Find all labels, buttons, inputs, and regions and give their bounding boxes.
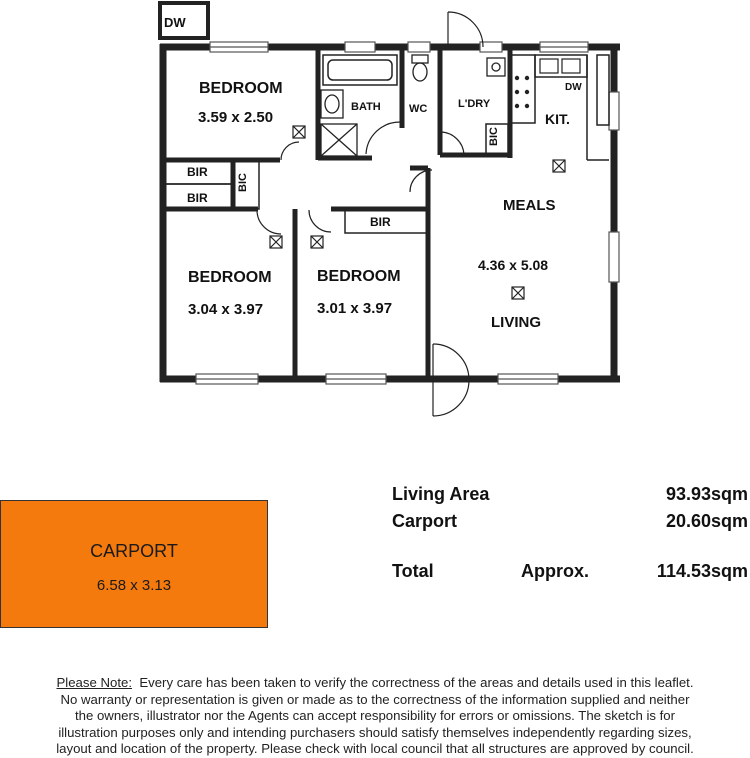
area-row-carport: [392, 511, 750, 535]
carport-label: CARPORT: [90, 541, 178, 561]
disclaimer-line: the owners, illustrator nor the Agents can accept responsibility for errors or omissions. The sketch is for: [74, 708, 676, 723]
disclaimer-note: [0, 675, 750, 758]
bedroom2-dims: 3.04 x 3.97: [188, 301, 264, 318]
disclaimer-line: illustration purposes only and intending purchasers should satisfy themselves independently regarding sizes,: [58, 724, 692, 740]
area-label: Living Area: [392, 484, 490, 504]
area-value: 20.60sqm: [665, 511, 748, 531]
doors: [257, 12, 483, 416]
disclaimer-line: No warranty or representation is given or made as to the correctness of the information supplied and neither: [60, 691, 690, 707]
bedroom3-dims: 3.01 x 3.97: [317, 300, 393, 317]
toilet: [412, 55, 428, 81]
wc-label: WC: [409, 103, 428, 115]
shed-label: DW: [164, 15, 186, 30]
bedroom1-dims: 3.59 x 2.50: [198, 109, 274, 126]
bir1-label: BIR: [187, 165, 208, 179]
living-label: LIVING: [491, 314, 542, 331]
carport-dims: 6.58 x 3.13: [96, 577, 172, 594]
laundry-label: L'DRY: [458, 98, 491, 110]
disclaimer-line: Please Note: Every care has been taken to verify the correctness of the areas and details used in this leaflet.: [56, 675, 694, 690]
area-label: Total: [392, 561, 434, 581]
bir3-label: BIR: [370, 215, 391, 229]
laundry-tub: [487, 58, 505, 76]
area-value: 93.93sqm: [665, 484, 748, 504]
kitchen-label: KIT.: [545, 111, 570, 127]
shed: [160, 3, 208, 38]
meals-label: MEALS: [503, 197, 556, 214]
cooktop: [515, 76, 529, 108]
area-label: Carport: [392, 511, 458, 531]
bedroom1-label: BEDROOM: [199, 80, 283, 97]
bedroom3-label: BEDROOM: [317, 268, 401, 285]
disclaimer-line: layout and location of the property. Please check with local council that all structures are approved by council.: [56, 741, 694, 756]
basin: [321, 90, 343, 118]
bath-label: BATH: [351, 101, 381, 113]
meals-living-dims: 4.36 x 5.08: [478, 257, 549, 273]
area-value: 114.53sqm: [656, 561, 748, 581]
bic-hall-label: BIC: [237, 173, 249, 192]
area-row-living: [392, 484, 750, 508]
bedroom2-label: BEDROOM: [188, 269, 272, 286]
bathtub: [323, 55, 397, 85]
shower: [321, 124, 357, 156]
dishwasher-label: DW: [565, 82, 582, 93]
disclaimer-heading: Please Note:: [56, 675, 132, 690]
kitchen-sink: [540, 59, 580, 73]
carport-block: [0, 500, 268, 628]
area-qualifier: Approx.: [521, 561, 590, 581]
bic-laundry-label: BIC: [488, 127, 500, 146]
bir2-label: BIR: [187, 191, 208, 205]
area-row-total: [392, 561, 750, 585]
